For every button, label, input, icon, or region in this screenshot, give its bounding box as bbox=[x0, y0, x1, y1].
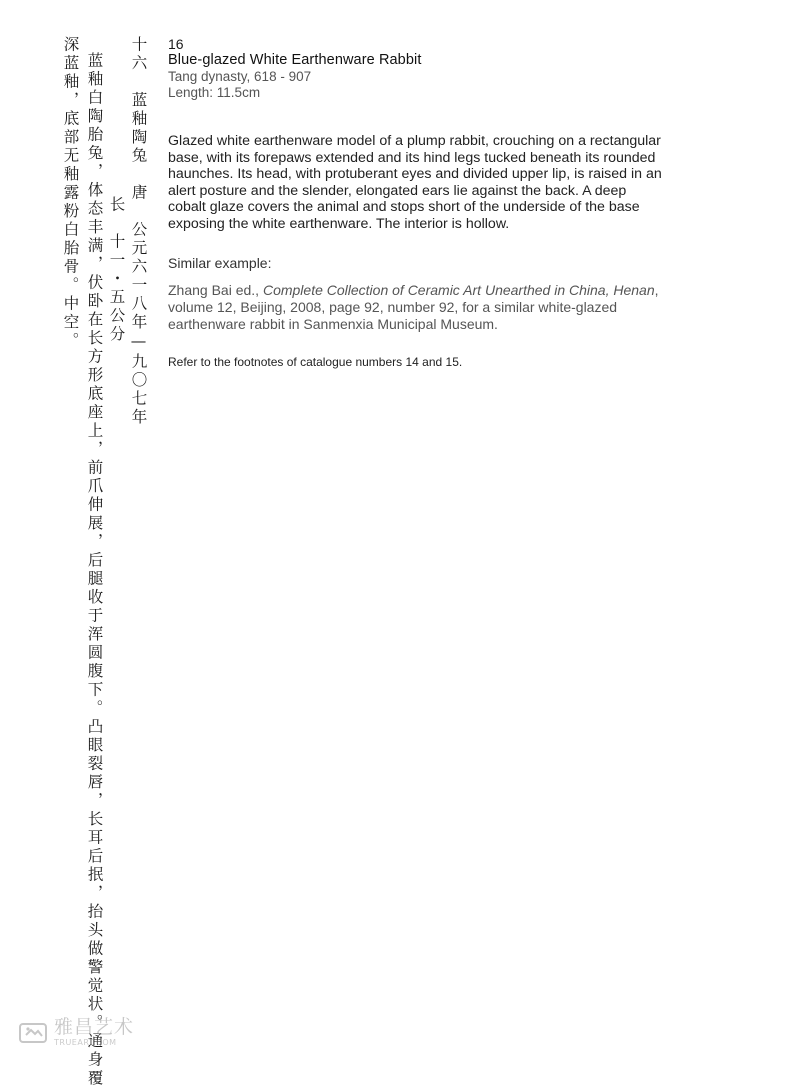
entry-period: Tang dynasty, 618 - 907 bbox=[168, 69, 312, 84]
reference-author: Zhang Bai ed., bbox=[168, 281, 263, 298]
reference-book-title: Complete Collection of Ceramic Art Unearthed in China, Henan bbox=[262, 281, 655, 298]
watermark bbox=[18, 1018, 134, 1047]
catalogue-number: 16 bbox=[168, 36, 184, 52]
watermark-english: TRUEART.COM bbox=[54, 1038, 117, 1047]
chinese-dimension-column: 长 十一・五公分 bbox=[107, 196, 126, 344]
similar-example-heading: Similar example: bbox=[168, 254, 272, 271]
watermark-text bbox=[54, 1018, 134, 1047]
entry-length: Length: 11.5cm bbox=[168, 85, 261, 100]
watermark-logo-icon bbox=[18, 1021, 48, 1045]
watermark-chinese: 雅昌艺术 bbox=[54, 1016, 135, 1038]
chinese-heading-column: 十六 蓝釉陶兔 唐 公元六一八年—九〇七年 bbox=[129, 36, 148, 427]
entry-title: Blue-glazed White Earthenware Rabbit bbox=[168, 52, 422, 68]
footnote-reference: Refer to the footnotes of catalogue numbers 14 and 15. bbox=[168, 354, 463, 369]
chinese-description-column-2: 深蓝釉，底部无釉露粉白胎骨。中空。 bbox=[61, 36, 80, 351]
reference-details: , volume 12, Beijing, 2008, page 92, number 92, for a similar white-glazed earthenware rabbit in Sanmenxia Municipal Museum. bbox=[168, 281, 659, 332]
similar-example-reference bbox=[168, 282, 668, 333]
entry-description: Glazed white earthenware model of a plump rabbit, crouching on a rectangular base, with its forepaws extended and its hind legs tucked beneath its rounded haunches. Its head, with protuberant eyes and divided upper lip, is raised in an alert posture and the slender, elongated ears lie against the back. A deep cobalt glaze covers the animal and stops short of the underside of the base exposing the white earthenware. The interior is hollow. bbox=[168, 133, 662, 232]
chinese-description-column-1: 蓝釉白陶胎兔，体态丰满，伏卧在长方形底座上，前爪伸展，后腿收于浑圆腹下。凸眼裂唇，长耳后抿，抬头做警觉状。通身覆 bbox=[85, 52, 104, 1088]
english-entry bbox=[168, 36, 668, 370]
